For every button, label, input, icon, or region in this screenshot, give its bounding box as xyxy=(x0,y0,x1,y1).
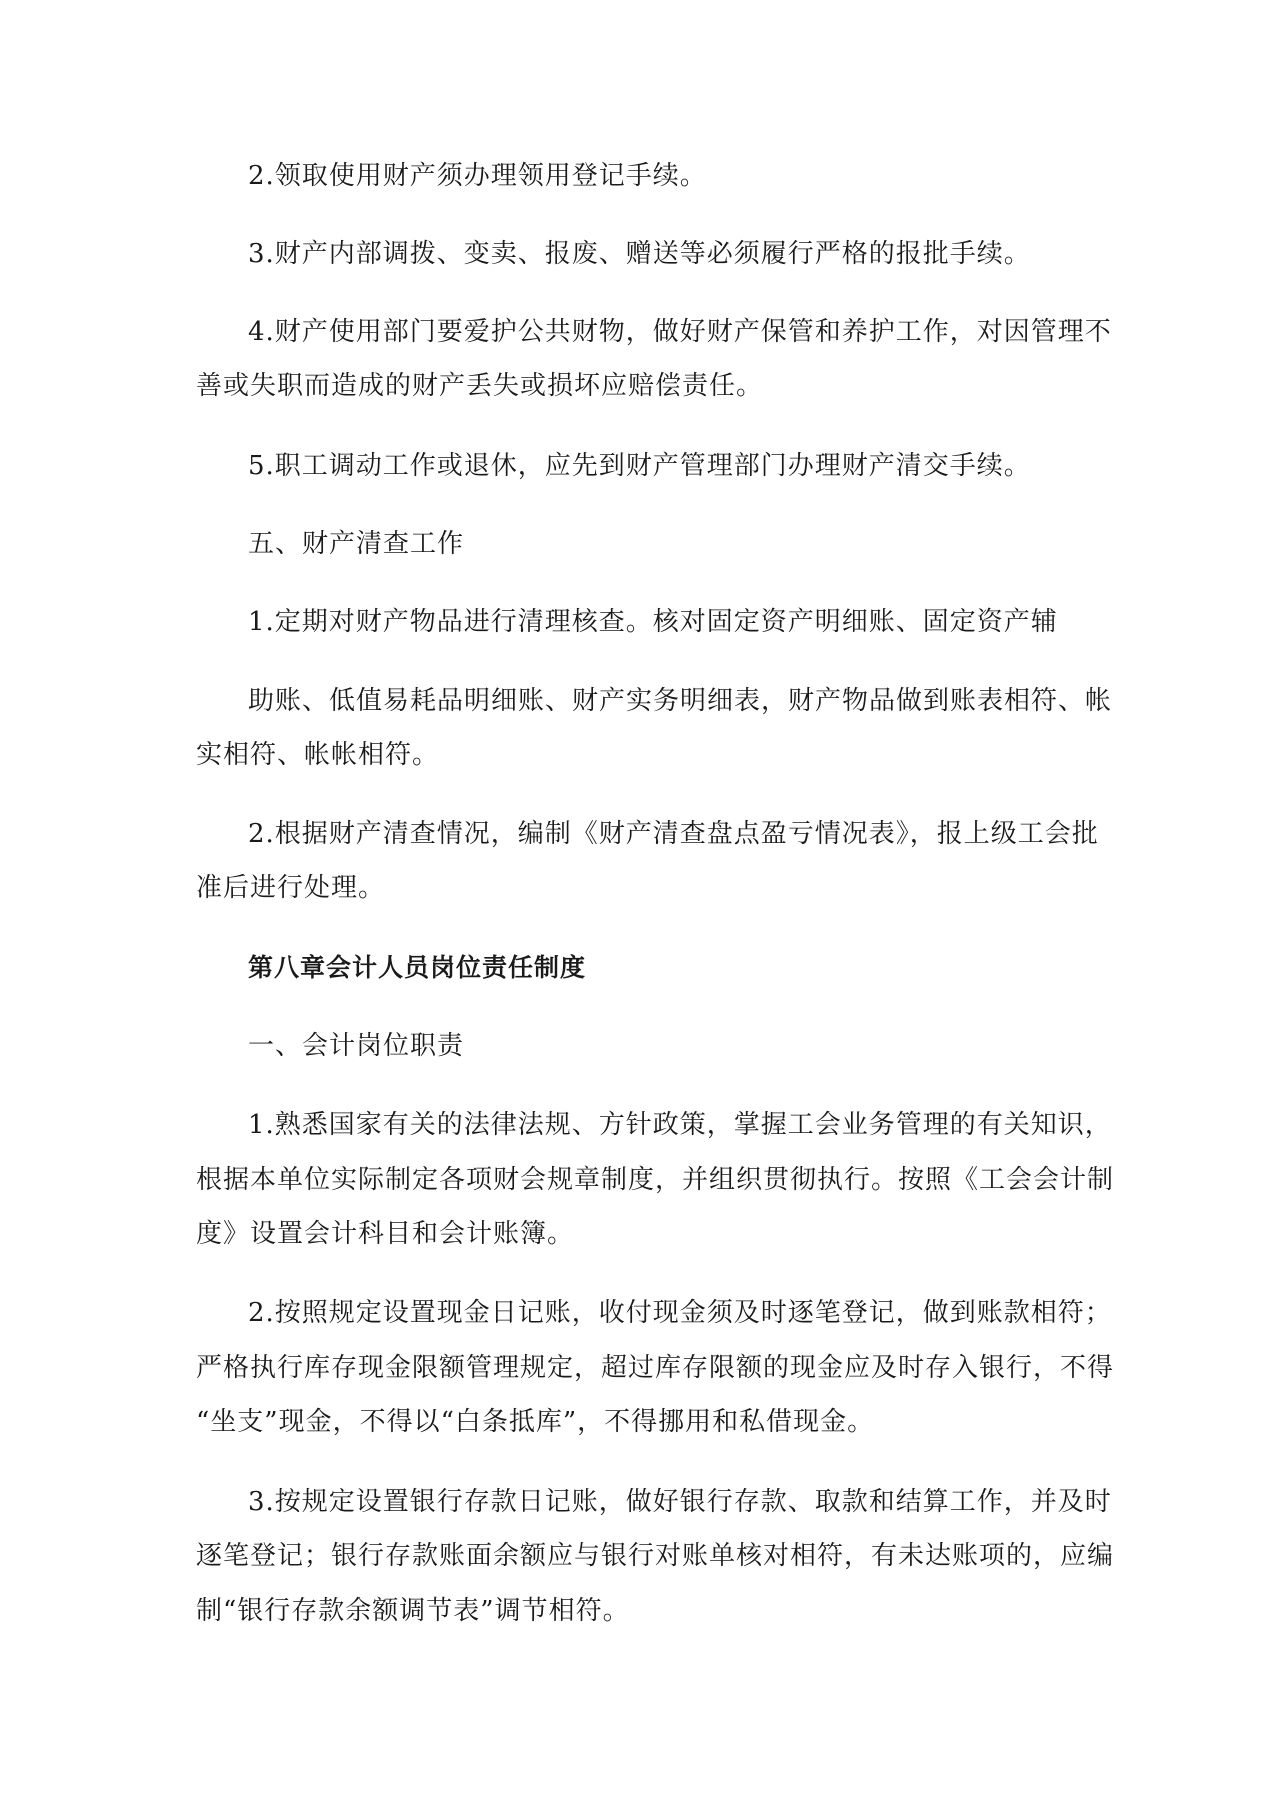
paragraph-line: 5.职工调动工作或退休，应先到财产管理部门办理财产清交手续。 xyxy=(248,451,1031,481)
paragraph-line: 助账、低值易耗品明细账、财产实务明细表，财产物品做到账表相符、帐 xyxy=(248,686,1113,716)
paragraph-line: 2.领取使用财产须办理领用登记手续。 xyxy=(248,161,707,191)
paragraph-line: 2.按照规定设置现金日记账，收付现金须及时逐笔登记，做到账款相符； xyxy=(248,1298,1112,1328)
paragraph-line: 严格执行库存现金限额管理规定，超过库存限额的现金应及时存入银行，不得 xyxy=(196,1353,1115,1383)
paragraph-line: 根据本单位实际制定各项财会规章制度，并组织贯彻执行。按照《工会会计制 xyxy=(196,1165,1115,1195)
paragraph-line: 1.熟悉国家有关的法律法规、方针政策，掌握工会业务管理的有关知识， xyxy=(248,1110,1112,1140)
section-heading: 一、会计岗位职责 xyxy=(248,1031,465,1061)
paragraph-line: 1.定期对财产物品进行清理核查。核对固定资产明细账、固定资产辅 xyxy=(248,607,1058,637)
paragraph-line: “坐支”现金，不得以“白条抵库”，不得挪用和私借现金。 xyxy=(196,1407,875,1437)
paragraph-line: 逐笔登记；银行存款账面余额应与银行对账单核对相符，有未达账项的，应编 xyxy=(196,1541,1115,1571)
paragraph-line: 制“银行存款余额调节表”调节相符。 xyxy=(196,1596,630,1626)
paragraph-line: 度》设置会计科目和会计账簿。 xyxy=(196,1219,575,1249)
paragraph-line: 实相符、帐帐相符。 xyxy=(196,740,440,770)
paragraph-line: 4.财产使用部门要爱护公共财物，做好财产保管和养护工作，对因管理不 xyxy=(248,317,1112,347)
paragraph-line: 善或失职而造成的财产丢失或损坏应赔偿责任。 xyxy=(196,371,764,401)
section-heading: 五、财产清查工作 xyxy=(248,529,465,559)
chapter-title: 第八章会计人员岗位责任制度 xyxy=(248,953,587,982)
paragraph-line: 3.按规定设置银行存款日记账，做好银行存款、取款和结算工作，并及时 xyxy=(248,1487,1112,1517)
paragraph-line: 3.财产内部调拨、变卖、报废、赠送等必须履行严格的报批手续。 xyxy=(248,239,1031,269)
paragraph-line: 准后进行处理。 xyxy=(196,873,386,903)
paragraph-line: 2.根据财产清查情况，编制《财产清查盘点盈亏情况表》，报上级工会批 xyxy=(248,819,1099,849)
